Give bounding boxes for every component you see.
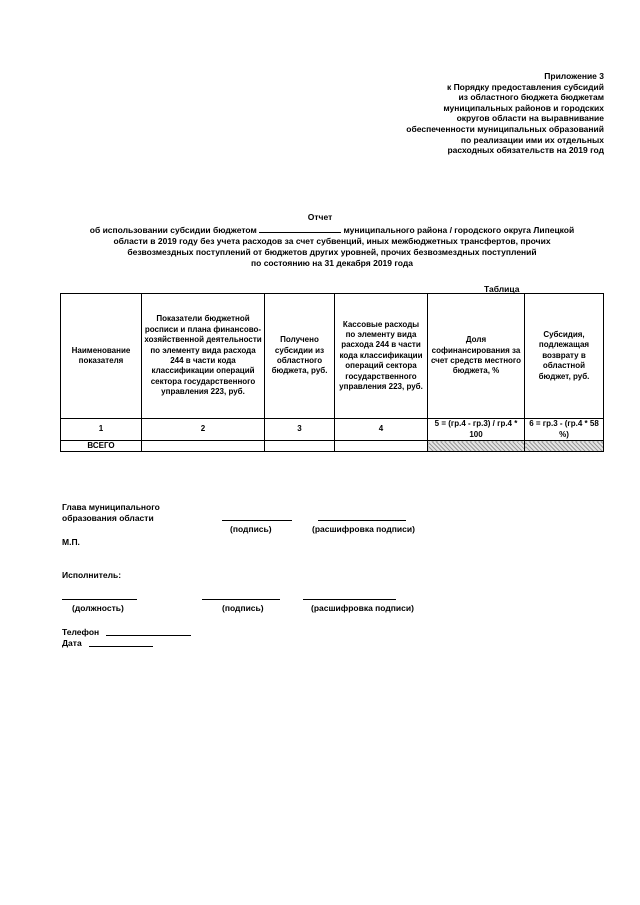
column-number: 2 bbox=[142, 419, 265, 441]
table-total-row bbox=[61, 441, 604, 452]
report-line-2: области в 2019 году без учета расходов за счет субвенций, иных межбюджетных трансфертов, прочих bbox=[113, 236, 551, 246]
head-title-line-2: образования области bbox=[62, 513, 154, 523]
report-line-1-suffix: муниципального района / городского округа Липецкой bbox=[343, 225, 575, 235]
appendix-header bbox=[284, 71, 604, 156]
budget-name-blank[interactable] bbox=[259, 224, 341, 233]
header-cofinancing-share: Доля софинансирования за счет средств местного бюджета, % bbox=[428, 294, 525, 419]
header-subsidy-return: Субсидия, подлежащая возврату в областной бюджет, руб. bbox=[525, 294, 604, 419]
executor-position-caption: (должность) bbox=[72, 603, 124, 613]
head-title-line-1: Глава муниципального bbox=[62, 502, 160, 512]
table-caption: Таблица bbox=[484, 284, 520, 294]
appendix-line: расходных обязательств на 2019 год bbox=[447, 145, 604, 156]
phone-field-line[interactable] bbox=[106, 635, 191, 636]
head-signature-line[interactable] bbox=[222, 520, 292, 521]
report-line-3: безвозмездных поступлений от бюджетов других уровней, прочих безвозмездных поступлений bbox=[127, 247, 537, 257]
head-signature-decoding-caption: (расшифровка подписи) bbox=[312, 524, 415, 534]
executor-label: Исполнитель: bbox=[62, 570, 122, 580]
column-number-formula: 5 = (гр.4 - гр.3) / гр.4 * 100 bbox=[428, 419, 525, 441]
report-table bbox=[60, 293, 604, 452]
column-number: 1 bbox=[61, 419, 142, 441]
appendix-line: по реализации ими их отдельных bbox=[460, 134, 604, 145]
column-number: 4 bbox=[335, 419, 428, 441]
report-line-1 bbox=[56, 224, 608, 236]
total-cell-subsidy-received[interactable] bbox=[265, 441, 335, 452]
appendix-line: обеспеченности муниципальных образований bbox=[406, 123, 604, 134]
date-label: Дата bbox=[62, 638, 82, 648]
appendix-line: муниципальных районов и городских bbox=[443, 102, 604, 113]
header-budget-plan: Показатели бюджетной росписи и плана финансово-хозяйственной деятельности по элементу вида расхода 244 в части кода классификации операций сектора государственного управления 223, руб. bbox=[142, 294, 265, 419]
table-number-row bbox=[61, 419, 604, 441]
total-cell-cash-expenses[interactable] bbox=[335, 441, 428, 452]
total-label: ВСЕГО bbox=[61, 441, 142, 452]
header-cash-expenses: Кассовые расходы по элементу вида расхода 244 в части кода классификации операций сектора государственного управления 223, руб. bbox=[335, 294, 428, 419]
phone-label: Телефон bbox=[62, 627, 100, 637]
report-subtitle bbox=[56, 224, 608, 269]
table-header-row bbox=[61, 294, 604, 419]
report-line-1-prefix: об использовании субсидии бюджетом bbox=[89, 225, 257, 235]
header-indicator-name: Наименование показателя bbox=[61, 294, 142, 419]
head-signature-decoding-line[interactable] bbox=[318, 520, 406, 521]
head-signature-caption: (подпись) bbox=[230, 524, 272, 534]
executor-signature-caption: (подпись) bbox=[222, 603, 264, 613]
executor-signature-line[interactable] bbox=[202, 599, 280, 600]
column-number: 3 bbox=[265, 419, 335, 441]
date-field-line[interactable] bbox=[89, 646, 153, 647]
total-cell-cofinancing-hatched bbox=[428, 441, 525, 452]
report-line-4: по состоянию на 31 декабря 2019 года bbox=[251, 258, 413, 268]
appendix-line: округов области на выравнивание bbox=[456, 113, 604, 124]
report-title: Отчет bbox=[307, 212, 333, 222]
total-cell-return-hatched bbox=[525, 441, 604, 452]
total-cell-budget-plan[interactable] bbox=[142, 441, 265, 452]
executor-decoding-caption: (расшифровка подписи) bbox=[311, 603, 414, 613]
appendix-line: к Порядку предоставления субсидий bbox=[446, 81, 604, 92]
executor-decoding-line[interactable] bbox=[303, 599, 396, 600]
stamp-place-label: М.П. bbox=[62, 537, 80, 547]
column-number-formula: 6 = гр.3 - (гр.4 * 58 %) bbox=[525, 419, 604, 441]
executor-position-line[interactable] bbox=[62, 599, 137, 600]
header-subsidy-received: Получено субсидии из областного бюджета, руб. bbox=[265, 294, 335, 419]
appendix-line: Приложение 3 bbox=[544, 71, 604, 81]
appendix-line: из областного бюджета бюджетам bbox=[458, 92, 604, 103]
